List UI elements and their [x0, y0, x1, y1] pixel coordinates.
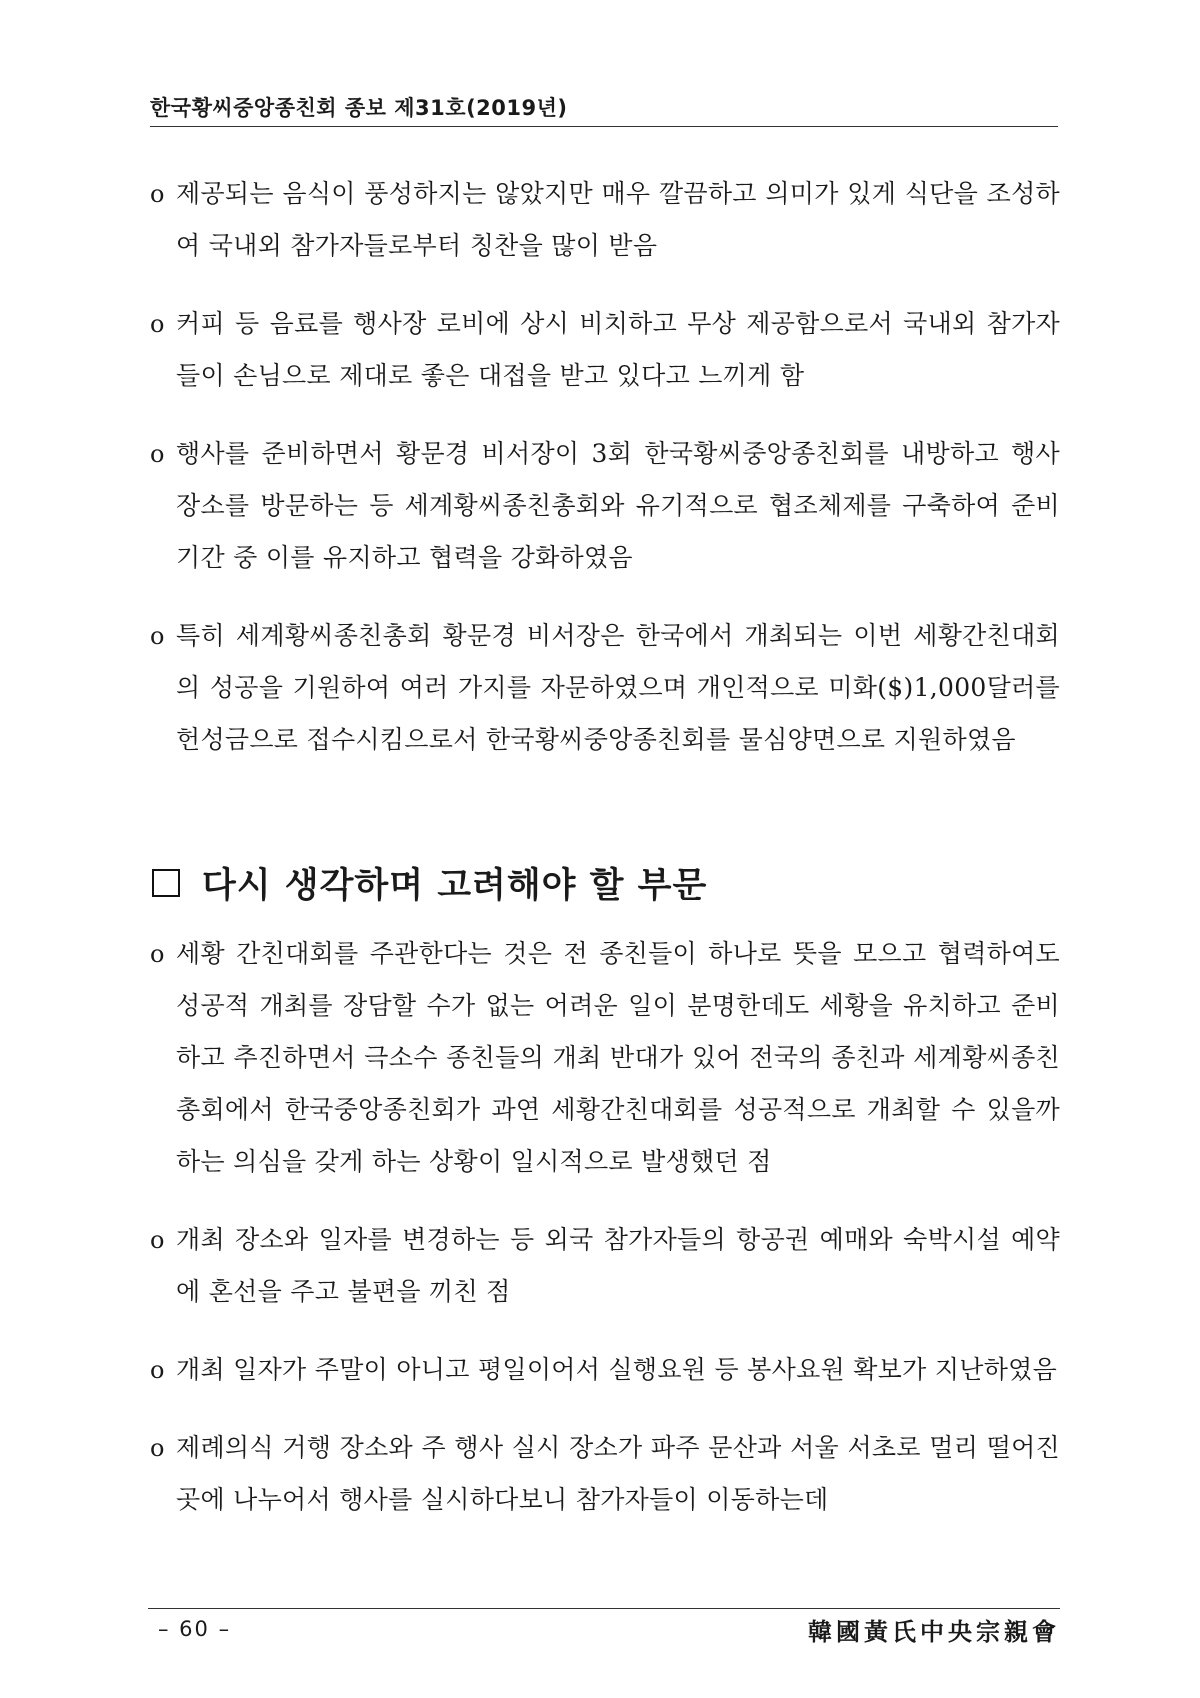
list-item — [148, 610, 1060, 766]
bullet-marker: o — [150, 440, 165, 468]
list-item — [148, 428, 1060, 584]
bullet-marker: o — [150, 1226, 165, 1254]
publication-title: 한국황씨중앙종친회 종보 제31호(2019년) — [150, 96, 568, 120]
bullet-marker: o — [150, 940, 165, 968]
bullet-text: 특히 세계황씨종친총회 황문경 비서장은 한국에서 개최되는 이번 세황간친대회의 성공을 기원하여 여러 가지를 자문하였으며 개인적으로 미화($)1,000달러를 헌성금으로 접수시킴으로서 한국황씨중앙종친회를 물심양면으로 지원하였음 — [176, 621, 1060, 754]
footer-divider — [148, 1608, 1060, 1609]
bullet-marker: o — [150, 310, 165, 338]
bullet-marker: o — [150, 622, 165, 650]
list-item — [148, 1344, 1060, 1396]
list-item — [148, 928, 1060, 1188]
bullet-text: 개최 일자가 주말이 아니고 평일이어서 실행요원 등 봉사요원 확보가 지난하였음 — [176, 1355, 1058, 1384]
bullet-text: 개최 장소와 일자를 변경하는 등 외국 참가자들의 항공권 예매와 숙박시설 예약에 혼선을 주고 불편을 끼친 점 — [176, 1225, 1060, 1306]
organization-name: 韓國黃氏中央宗親會 — [808, 1617, 1060, 1646]
section-heading — [148, 858, 1060, 908]
bullet-marker: o — [150, 1356, 165, 1384]
bullet-text: 제공되는 음식이 풍성하지는 않았지만 매우 깔끔하고 의미가 있게 식단을 조성하여 국내외 참가자들로부터 칭찬을 많이 받음 — [176, 179, 1060, 260]
list-item — [148, 168, 1060, 272]
bullet-text: 커피 등 음료를 행사장 로비에 상시 비치하고 무상 제공함으로서 국내외 참가자들이 손님으로 제대로 좋은 대접을 받고 있다고 느끼게 함 — [176, 309, 1060, 390]
bullet-text: 세황 간친대회를 주관한다는 것은 전 종친들이 하나로 뜻을 모으고 협력하여도 성공적 개최를 장담할 수가 없는 어려운 일이 분명한데도 세황을 유치하고 준비하고 추진하면서 극소수 종친들의 개최 반대가 있어 전국의 종친과 세계황씨종친총회에서 한국중앙종친회가 과연 세황간친대회를 성공적으로 개최할 수 있을까하는 의심을 갖게 하는 상황이 일시적으로 발생했던 점 — [176, 939, 1060, 1176]
list-item — [148, 298, 1060, 402]
page-content — [148, 168, 1060, 1552]
bullet-text: 행사를 준비하면서 황문경 비서장이 3회 한국황씨중앙종친회를 내방하고 행사 장소를 방문하는 등 세계황씨종친총회와 유기적으로 협조체제를 구축하여 준비기간 중 이를 유지하고 협력을 강화하였음 — [176, 439, 1060, 572]
page-number: – 60 – — [158, 1617, 232, 1641]
section-title: 다시 생각하며 고려해야 할 부문 — [202, 866, 708, 906]
list-item — [148, 1422, 1060, 1526]
list-item — [148, 1214, 1060, 1318]
bullet-text: 제례의식 거행 장소와 주 행사 실시 장소가 파주 문산과 서울 서초로 멀리 떨어진 곳에 나누어서 행사를 실시하다보니 참가자들이 이동하는데 — [176, 1433, 1060, 1514]
bullet-marker: o — [150, 180, 165, 208]
page-header — [150, 92, 1058, 127]
square-bullet-icon — [152, 869, 180, 897]
bullet-marker: o — [150, 1434, 165, 1462]
